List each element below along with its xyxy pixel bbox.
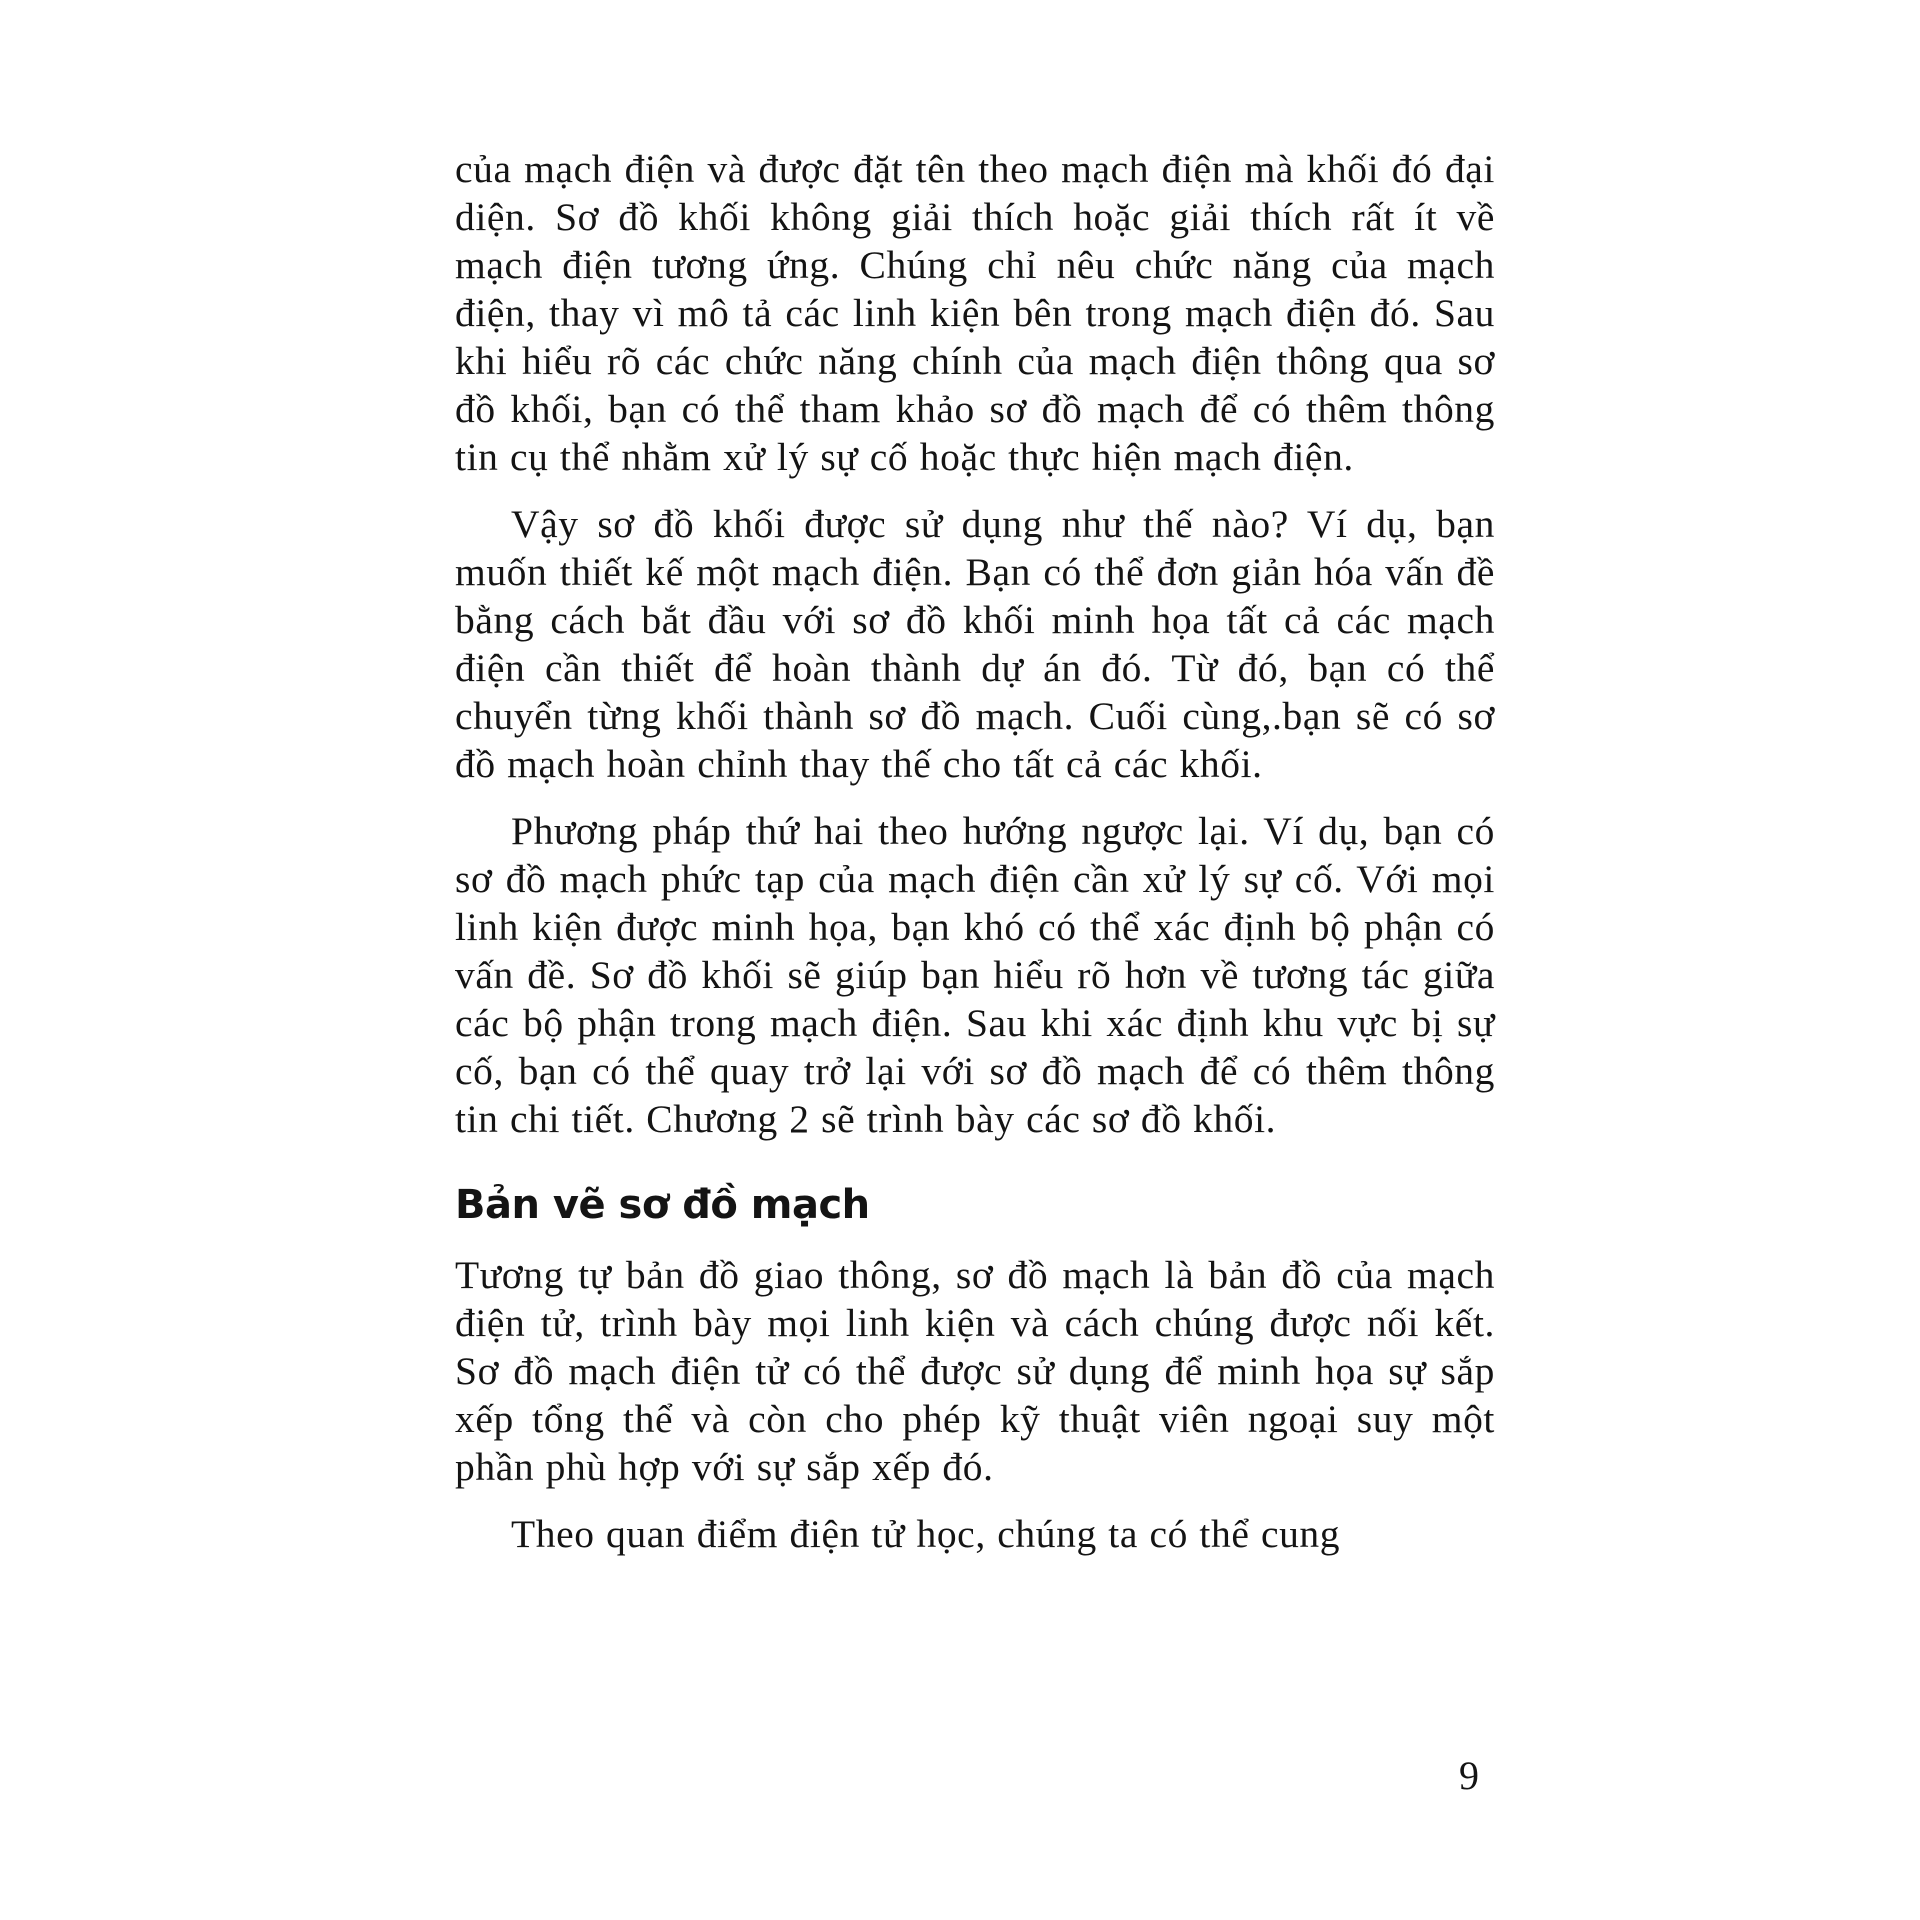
paragraph-second-method: Phương pháp thứ hai theo hướng ngược lại. Ví dụ, bạn có sơ đồ mạch phức tạp của mạch điện cần xử lý sự cố. Với mọi linh kiện được minh họa, bạn khó có thể xác định bộ phận có vấn đề. Sơ đồ khối sẽ giúp bạn hiểu rõ hơn về tương tác giữa các bộ phận trong mạch điện. Sau khi xác định khu vực bị sự cố, bạn có thể quay trở lại với sơ đồ mạch để có thêm thông tin chi tiết. Chương 2 sẽ trình bày các sơ đồ khối. (455, 809, 1495, 1141)
paragraph-schematic-intro: Tương tự bản đồ giao thông, sơ đồ mạch là bản đồ của mạch điện tử, trình bày mọi linh kiện và cách chúng được nối kết. Sơ đồ mạch điện tử có thể được sử dụng để minh họa sự sắp xếp tổng thể và còn cho phép kỹ thuật viên ngoại suy một phần phù hợp với sự sắp xếp đó. (455, 1253, 1495, 1489)
page-number: 9 (1459, 1753, 1479, 1798)
section-heading: Bản vẽ sơ đồ mạch (455, 1182, 870, 1228)
paragraph-block-diagram-usage: Vậy sơ đồ khối được sử dụng như thế nào? Ví dụ, bạn muốn thiết kế một mạch điện. Bạn có thể đơn giản hóa vấn đề bằng cách bắt đầu với sơ đồ khối minh họa tất cả các mạch điện cần thiết để hoàn thành dự án đó. Từ đó, bạn có thể chuyển từng khối thành sơ đồ mạch. Cuối cùng,.bạn sẽ có sơ đồ mạch hoàn chỉnh thay thế cho tất cả các khối. (455, 502, 1495, 786)
page-body (455, 145, 1495, 1558)
paragraph-continued: của mạch điện và được đặt tên theo mạch điện mà khối đó đại diện. Sơ đồ khối không giải thích hoặc giải thích rất ít về mạch điện tương ứng. Chúng chỉ nêu chức năng của mạch điện, thay vì mô tả các linh kiện bên trong mạch điện đó. Sau khi hiểu rõ các chức năng chính của mạch điện thông qua sơ đồ khối, bạn có thể tham khảo sơ đồ mạch để có thêm thông tin cụ thể nhằm xử lý sự cố hoặc thực hiện mạch điện. (455, 147, 1495, 479)
paragraph-electronics-viewpoint: Theo quan điểm điện tử học, chúng ta có thể cung (511, 1512, 1341, 1556)
